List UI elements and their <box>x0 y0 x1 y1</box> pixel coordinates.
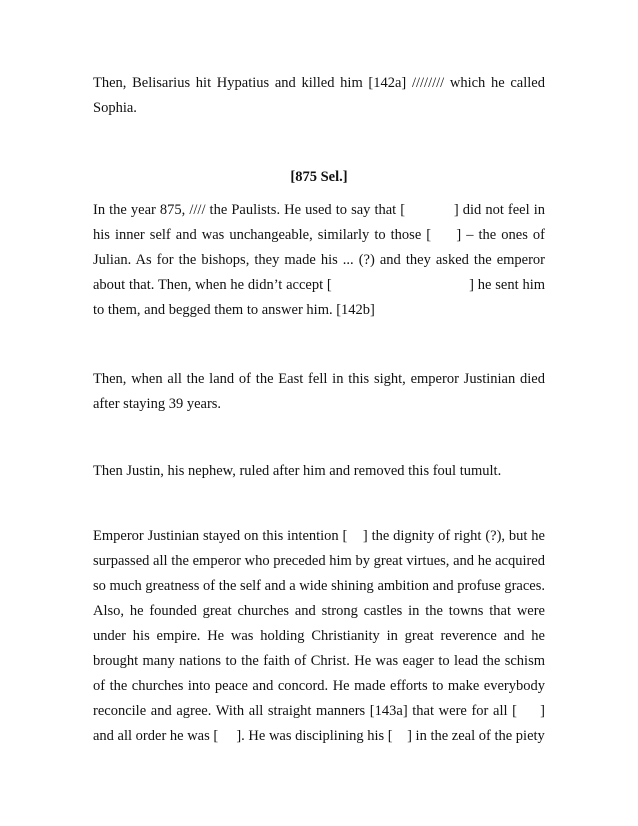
paragraph-belisarius: Then, Belisarius hit Hypatius and killed him [142a] //////// which he called Sophia. <box>93 75 549 116</box>
paragraph-paulists: In the year 875, //// the Paulists. He used to say that [ ] did not feel in his inner self and was unchangeable, similarly to those [ ] – the ones of Julian. As for the bishops, they made his ... (?) and they asked the emperor about that. Then, when he didn’t accept [ ] he sent him to them, and begged them to answer him. [142b] <box>93 202 549 318</box>
paragraph-justinian-virtues: Emperor Justinian stayed on this intention [ ] the dignity of right (?), but he surpassed all the emperor who preceded him by great virtues, and he acquired so much greatness of the self and a wide shining ambition and profuse graces. Also, he founded great churches and strong castles in the towns that were under his empire. He was holding Christianity in great reverence and he brought many nations to the faith of Christ. He was eager to lead the schism of the churches into peace and concord. He made efforts to make everybody reconcile and agree. With all straight manners [143a] that were for all [ ] and all order he was [ ]. He was disciplining his [ ] in the zeal of the piety <box>93 528 549 744</box>
paragraph-justin-ruled: Then Justin, his nephew, ruled after him and removed this foul tumult. <box>93 463 502 479</box>
paragraph-justinian-died: Then, when all the land of the East fell in this sight, emperor Justinian died after staying 39 years. <box>93 371 549 412</box>
section-heading: [875 Sel.] <box>290 169 348 185</box>
